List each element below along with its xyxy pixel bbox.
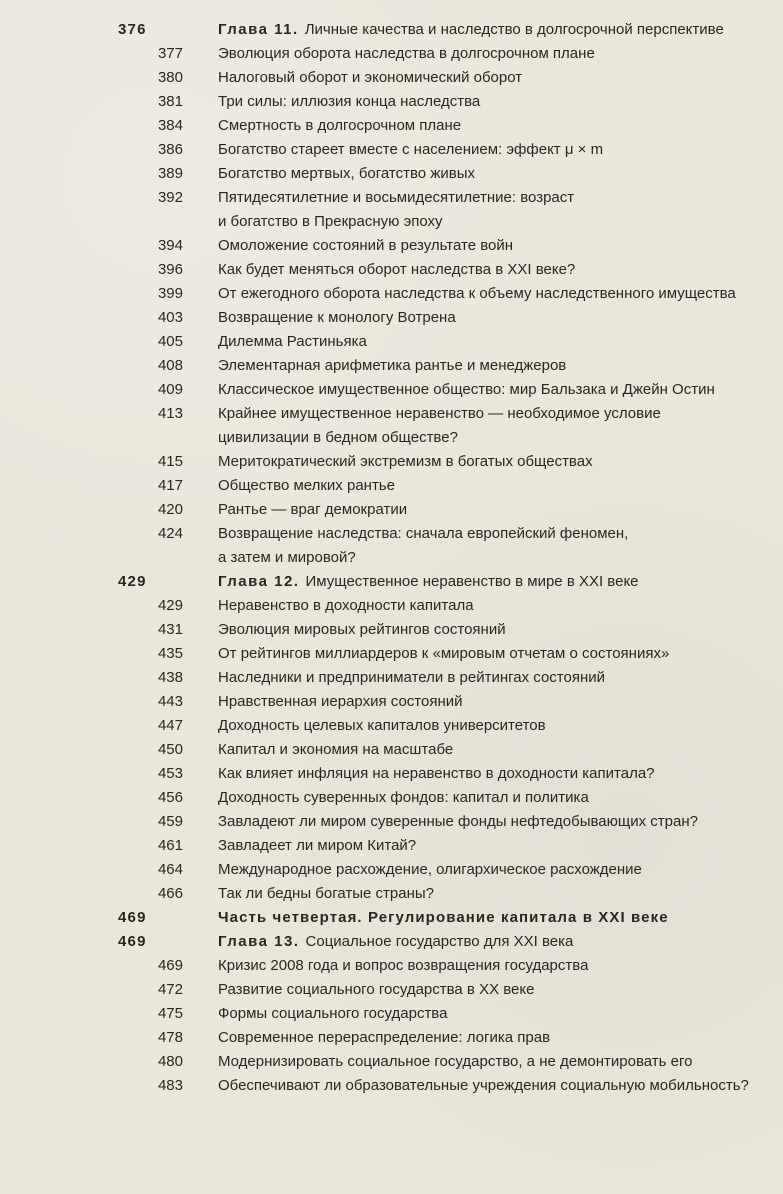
toc-entry <box>0 1074 783 1098</box>
entry-page-number: 424 <box>157 525 183 542</box>
toc-entry <box>0 186 783 234</box>
entry-page-number: 396 <box>157 261 183 278</box>
toc-entry <box>0 642 783 666</box>
entry-page-number: 394 <box>157 237 183 254</box>
toc-entry <box>0 834 783 858</box>
entry-page-number: 459 <box>157 813 183 830</box>
entry-title: Завладеют ли миром суверенные фонды нефтедобывающих стран? <box>218 813 698 830</box>
toc-entry <box>0 138 783 162</box>
entry-title: Обеспечивают ли образовательные учреждения социальную мобильность? <box>218 1077 749 1094</box>
chapter-title: Имущественное неравенство в мире в XXI веке <box>305 573 639 590</box>
entry-page-number: 429 <box>157 597 183 614</box>
toc-entry <box>0 714 783 738</box>
toc-entry <box>0 402 783 450</box>
chapter-title: Социальное государство для XXI века <box>305 933 574 950</box>
entry-title-continuation: а затем и мировой? <box>218 549 356 566</box>
entry-page-number: 435 <box>157 645 183 662</box>
toc-entry <box>0 738 783 762</box>
entry-page-number: 408 <box>157 357 183 374</box>
toc-entry <box>0 1026 783 1050</box>
entry-title: Смертность в долгосрочном плане <box>218 117 462 134</box>
entry-page-number: 453 <box>157 765 183 782</box>
entry-page-number: 466 <box>157 885 183 902</box>
entry-title: Как влияет инфляция на неравенство в доходности капитала? <box>218 765 655 782</box>
part-page-number: 469 <box>118 909 147 926</box>
entry-page-number: 456 <box>157 789 183 806</box>
toc-entry <box>0 474 783 498</box>
toc-entry <box>0 330 783 354</box>
entry-title: Классическое имущественное общество: мир Бальзака и Джейн Остин <box>218 381 715 398</box>
entry-title: Современное перераспределение: логика прав <box>218 1029 551 1046</box>
chapter-title-line <box>218 570 639 594</box>
entry-page-number: 384 <box>157 117 183 134</box>
entry-page-number: 469 <box>157 957 183 974</box>
entry-title: Завладеет ли миром Китай? <box>218 837 417 854</box>
entry-title: Рантье — враг демократии <box>218 501 408 518</box>
toc-entry <box>0 66 783 90</box>
entry-page-number: 380 <box>157 69 183 86</box>
entry-page-number: 461 <box>157 837 183 854</box>
entry-title: Модернизировать социальное государство, а не демонтировать его <box>218 1053 693 1070</box>
entry-title: Омоложение состояний в результате войн <box>218 237 514 254</box>
chapter-page-number: 469 <box>118 933 147 950</box>
toc-entry <box>0 378 783 402</box>
toc-entry <box>0 450 783 474</box>
toc-entry <box>0 306 783 330</box>
entry-title: Богатство стареет вместе с населением: эффект μ × m <box>218 141 604 158</box>
chapter-page-number: 376 <box>118 21 147 38</box>
entry-page-number: 386 <box>157 141 183 158</box>
entry-page-number: 431 <box>157 621 183 638</box>
toc-entry <box>0 690 783 714</box>
chapter-title-line <box>218 930 573 954</box>
entry-title-continuation: и богатство в Прекрасную эпоху <box>218 213 443 230</box>
toc-entry <box>0 90 783 114</box>
entry-title: Так ли бедны богатые страны? <box>218 885 434 902</box>
toc-entry <box>0 594 783 618</box>
entry-page-number: 438 <box>157 669 183 686</box>
entry-page-number: 483 <box>157 1077 183 1094</box>
entry-title: Капитал и экономия на масштабе <box>218 741 454 758</box>
toc-entry <box>0 882 783 906</box>
toc-entry <box>0 1050 783 1074</box>
toc-entry <box>0 114 783 138</box>
entry-page-number: 377 <box>157 45 183 62</box>
toc-entry <box>0 618 783 642</box>
entry-page-number: 405 <box>157 333 183 350</box>
entry-page-number: 472 <box>157 981 183 998</box>
entry-page-number: 392 <box>157 189 183 206</box>
entry-title: Неравенство в доходности капитала <box>218 597 474 614</box>
toc-entry <box>0 1002 783 1026</box>
entry-title: Возвращение к монологу Вотрена <box>218 309 456 326</box>
entry-title: Как будет меняться оборот наследства в XXI веке? <box>218 261 576 278</box>
toc-entry <box>0 234 783 258</box>
toc-entry <box>0 810 783 834</box>
entry-title: От рейтингов миллиардеров к «мировым отчетам о состояниях» <box>218 645 670 662</box>
entry-page-number: 450 <box>157 741 183 758</box>
entry-page-number: 409 <box>157 381 183 398</box>
chapter-label: Глава 13. <box>218 933 300 950</box>
entry-page-number: 415 <box>157 453 183 470</box>
entry-title: Международное расхождение, олигархическое расхождение <box>218 861 642 878</box>
part-title: Часть четвертая. Регулирование капитала в XXI веке <box>218 909 669 926</box>
chapter-label: Глава 11. <box>218 21 299 38</box>
chapter-page-number: 429 <box>118 573 147 590</box>
toc-entry <box>0 762 783 786</box>
entry-page-number: 413 <box>157 405 183 422</box>
entry-title-continuation: цивилизации в бедном обществе? <box>218 429 458 446</box>
toc-entry <box>0 354 783 378</box>
toc-entry <box>0 498 783 522</box>
table-of-contents <box>0 18 783 1098</box>
entry-page-number: 447 <box>157 717 183 734</box>
entry-page-number: 480 <box>157 1053 183 1070</box>
chapter-title: Личные качества и наследство в долгосрочной перспективе <box>304 21 724 38</box>
entry-page-number: 464 <box>157 861 183 878</box>
entry-page-number: 478 <box>157 1029 183 1046</box>
entry-title: Богатство мертвых, богатство живых <box>218 165 475 182</box>
entry-title: Наследники и предприниматели в рейтингах состояний <box>218 669 606 686</box>
toc-entry <box>0 258 783 282</box>
entry-title: Три силы: иллюзия конца наследства <box>218 93 481 110</box>
entry-title: От ежегодного оборота наследства к объему наследственного имущества <box>218 285 736 302</box>
entry-page-number: 417 <box>157 477 183 494</box>
entry-title: Общество мелких рантье <box>218 477 395 494</box>
toc-entry <box>0 282 783 306</box>
chapter-title-line <box>218 18 724 42</box>
chapter-13-heading <box>0 930 783 954</box>
entry-page-number: 399 <box>157 285 183 302</box>
entry-title: Налоговый оборот и экономический оборот <box>218 69 523 86</box>
toc-entry <box>0 162 783 186</box>
chapter-11-heading <box>0 18 783 42</box>
entry-page-number: 443 <box>157 693 183 710</box>
entry-title: Доходность целевых капиталов университетов <box>218 717 546 734</box>
toc-entry <box>0 786 783 810</box>
entry-page-number: 389 <box>157 165 183 182</box>
entry-title: Меритократический экстремизм в богатых обществах <box>218 453 593 470</box>
entry-page-number: 381 <box>157 93 183 110</box>
entry-title: Возвращение наследства: сначала европейский феномен, <box>218 525 629 542</box>
toc-entry <box>0 978 783 1002</box>
entry-title-block <box>218 522 629 566</box>
toc-entry <box>0 42 783 66</box>
entry-page-number: 420 <box>157 501 183 518</box>
entry-title: Эволюция оборота наследства в долгосрочном плане <box>218 45 595 62</box>
entry-title: Крайнее имущественное неравенство — необходимое условие <box>218 405 661 422</box>
entry-page-number: 403 <box>157 309 183 326</box>
entry-title: Нравственная иерархия состояний <box>218 693 463 710</box>
entry-title-block <box>218 402 661 446</box>
entry-title: Дилемма Растиньяка <box>218 333 367 350</box>
entry-title: Доходность суверенных фондов: капитал и политика <box>218 789 589 806</box>
entry-page-number: 475 <box>157 1005 183 1022</box>
entry-title: Эволюция мировых рейтингов состояний <box>218 621 506 638</box>
entry-title: Пятидесятилетние и восьмидесятилетние: возраст <box>218 189 575 206</box>
toc-entry <box>0 522 783 570</box>
entry-title: Развитие социального государства в XX веке <box>218 981 535 998</box>
toc-entry <box>0 954 783 978</box>
chapter-label: Глава 12. <box>218 573 300 590</box>
chapter-12-heading <box>0 570 783 594</box>
entry-title: Элементарная арифметика рантье и менеджеров <box>218 357 567 374</box>
toc-entry <box>0 666 783 690</box>
toc-entry <box>0 858 783 882</box>
part-4-heading <box>0 906 783 930</box>
entry-title: Кризис 2008 года и вопрос возвращения государства <box>218 957 589 974</box>
entry-title-block <box>218 186 575 230</box>
entry-title: Формы социального государства <box>218 1005 448 1022</box>
